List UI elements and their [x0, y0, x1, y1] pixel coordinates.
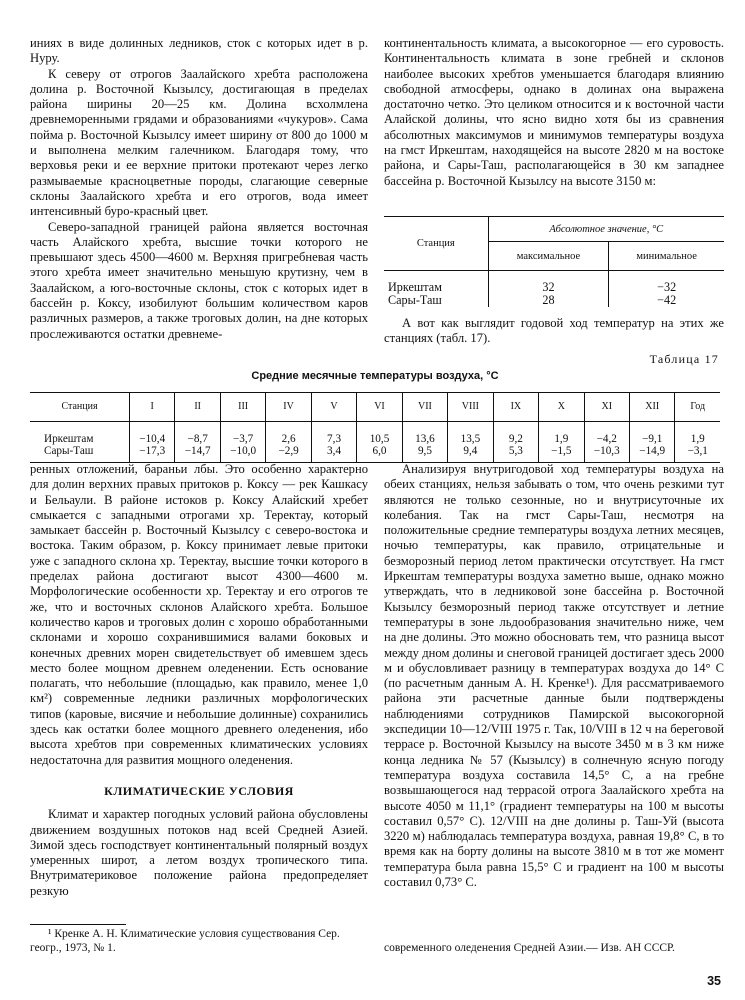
- table16-min-header: минимальное: [609, 242, 724, 271]
- table-row: [30, 422, 720, 446]
- footnote-rule: [30, 924, 126, 925]
- table17-cell: −2,9: [266, 446, 311, 462]
- paragraph: Северо-западной границей района является восточная часть Алайского хребта, высшие точки которого не превышают здесь 4500—4600 м. Верхняя пригребневая часть этого хребта имеет значительно меньшую крутизну, чем в Заалайском, а юго-восточные склоны, сток с которых идет в бассейн р. Коксу, изобилуют большим количеством каров различных размеров, а также троговых долин, на дне которых прослеживаются остатки древнеме-: [30, 219, 368, 341]
- table17-cell: 13,6: [402, 422, 447, 446]
- table16-station-header: Станция: [384, 217, 488, 271]
- table17-cell: −10,3: [584, 446, 629, 462]
- table17-cell: −10,4: [130, 422, 175, 446]
- page-number: 35: [707, 974, 721, 988]
- table-17: [30, 392, 720, 463]
- table16-min: −42: [609, 294, 724, 307]
- table17-col-header: XII: [629, 393, 674, 422]
- table16-max-header: максимальное: [488, 242, 609, 271]
- table17-cell: −14,9: [629, 446, 674, 462]
- table-16: [384, 216, 724, 307]
- table17-cell: 5,3: [493, 446, 538, 462]
- table17-cell: −3,1: [675, 446, 720, 462]
- table17-cell: 2,6: [266, 422, 311, 446]
- table17-header-row: [30, 393, 720, 422]
- table17-cell: 10,5: [357, 422, 402, 446]
- table17-col-header: XI: [584, 393, 629, 422]
- footnote: ¹ Кренке А. Н. Климатические условия существования Сер. геогр., 1973, № 1.: [30, 928, 340, 954]
- table17-cell: −8,7: [175, 422, 220, 446]
- paragraph: К северу от отрогов Заалайского хребта расположена долина р. Восточной Кызылсу, достигающая в пределах района ширины 20—25 км. Долина всхолмлена древнеморенными грядами и образованиями «чукуров». Сама пойма р. Восточной Кызылсу имеет ширину от 800 до 1000 м и выполнена мелким галечником. Благодаря тому, что верховья реки и ее верхние притоки протекают через легко размываемые красноцветные породы, слагающие северные склоны Заалайского хребта и его отрогов, вода имеет интенсивный буро-красный цвет.: [30, 66, 368, 219]
- table17-col-header: I: [130, 393, 175, 422]
- table17-cell: 9,4: [448, 446, 493, 462]
- left-column-top: [30, 36, 368, 342]
- table17-col-header: III: [220, 393, 265, 422]
- table17-col-header: X: [539, 393, 584, 422]
- table16-max: 28: [488, 294, 609, 307]
- table17-col-header: II: [175, 393, 220, 422]
- paragraph: иниях в виде долинных ледников, сток с которых идет в р. Нуру.: [30, 36, 368, 66]
- table17-cell: 1,9: [539, 422, 584, 446]
- table17-cell: −1,5: [539, 446, 584, 462]
- table17-col-header: IV: [266, 393, 311, 422]
- table17-cell: −3,7: [220, 422, 265, 446]
- table17-body: [30, 422, 720, 463]
- table17-label: Таблица 17: [649, 352, 719, 366]
- table16-station: Иркештам: [388, 280, 442, 294]
- table17-cell: −4,2: [584, 422, 629, 446]
- table17-title: Средние месячные температуры воздуха, °С: [251, 370, 499, 382]
- table16-group-header: Абсолютное значение, °С: [488, 217, 724, 242]
- table17-cell: −10,0: [220, 446, 265, 462]
- table17-col-header: VIII: [448, 393, 493, 422]
- table17-col-header: V: [311, 393, 356, 422]
- table17-cell: 3,4: [311, 446, 356, 462]
- table-row: [30, 446, 720, 462]
- footnote-continuation: современного оледенения Средней Азии.— Изв. АН СССР.: [384, 942, 675, 954]
- table17-col-header: VII: [402, 393, 447, 422]
- table17-station: Сары-Таш: [44, 444, 94, 457]
- right-column-bottom: [384, 462, 724, 890]
- table17-cell: 9,5: [402, 446, 447, 462]
- table17-station: Иркештам: [44, 433, 94, 445]
- table17-intro-block: [384, 316, 724, 347]
- table17-cell: 9,2: [493, 422, 538, 446]
- table17-col-header: IX: [493, 393, 538, 422]
- table17-intro: А вот как выглядит годовой ход температур на этих же станциях (табл. 17).: [384, 316, 724, 346]
- left-column-bottom: [30, 462, 368, 899]
- table17-cell: 1,9: [675, 422, 720, 446]
- table17-cell: −17,3: [130, 446, 175, 462]
- right-column-top: [384, 36, 724, 189]
- paragraph: Климат и характер погодных условий района обусловлены движением воздушных потоков над всей Средней Азией. Зимой здесь господствует континентальный полярный воздух умеренных широт, а летом воздух тропического типа. Внутриматериковое положение района предопределяет резкую: [30, 807, 368, 898]
- table17-cell: 7,3: [311, 422, 356, 446]
- table17-col-header: Год: [675, 393, 720, 422]
- table16-min: −32: [609, 271, 724, 295]
- paragraph: Анализируя внутригодовой ход температуры воздуха на обеих станциях, нельзя забывать о том, что очень резкими тут являются не только сезонные, но и внутрисуточные их колебания. Так на гмст Сары-Таш, несмотря на положительные средние температуры воздуха летних месяцев, ночью температуры, как правило, отрицательные и безморозный период летом практически отсутствует. На гмст Иркештам температуры воздуха заметно выше, однако можно утверждать, что в ледниковой зоне бассейна р. Восточной Кызылсу безморозный период также отсутствует и летние температуры в зоне льдообразования значительно ниже, чем на дне долины. Это можно обосновать тем, что разница высот между дном долины и снеговой границей достигает здесь 2000 м и обусловливает разницу в температурах воздуха до 14° С (по расчетным данным А. Н. Кренке¹). Для рассматриваемого района эти расчетные данные были подтверждены наблюдениями сотрудников Памирской высокогорной экспедиции 10—12/VIII 1975 г. Так, 10/VIII в 12 ч на береговой террасе р. Восточной Кызылсу на высоте 3450 м в 3 км ниже конца ледника № 57 (Кызылсу) в солнечную ясную погоду температура воздуха составила 14,5° С, а на гребне возвышающегося над террасой отрога Заалайского хребта на высоте 4050 м 11,1° (градиент температуры на 100 м высоты составил 0,57° С). 12/VIII на дне долины р. Таш-Уй (высота 3220 м) наблюдалась температура воздуха, равная 19,8° С, в то время как на борту долины на высоте 3810 м в тот же момент температура была равна 15,5° С и градиент на 100 м высоты составил 0,73° С.: [384, 462, 724, 890]
- table17-cell: 13,5: [448, 422, 493, 446]
- section-heading: КЛИМАТИЧЕСКИЕ УСЛОВИЯ: [104, 783, 294, 798]
- table17-cell: 6,0: [357, 446, 402, 462]
- paragraph: континентальность климата, а высокогорное — его суровость. Континентальность климата в зоне гребней и склонов наиболее высоких хребтов уменьшается благодаря влиянию свободной атмосферы, однако в долинах она выражена достаточно четко. Это целиком относится и к восточной части Алайской долины, что ясно видно хотя бы из сравнения абсолютных максимумов и минимумов температуры воздуха на гмст Иркештам, находящейся на высоте 2820 м на востоке района, и Сары-Таш, располагающейся в 30 км западнее бассейна р. Восточной Кызылсу на высоте 3150 м:: [384, 36, 724, 188]
- table17-col-header: VI: [357, 393, 402, 422]
- table17-cell: −9,1: [629, 422, 674, 446]
- table17-cell: −14,7: [175, 446, 220, 462]
- paragraph: ренных отложений, бараньи лбы. Это особенно характерно для долин верхних правых притоков р. Коксу — рек Кашкасу и Бельаули. В районе истоков р. Коксу Алайский хребет смыкается с западными отрогами хр. Теректау, который замыкает бассейн р. Восточный Кызылсу с северо-востока и востока. Таким образом, р. Коксу принимает левые притоки уже с западного склона хр. Теректау, высшие точки которого в пределах района достигают высот 4300—4600 м. Морфологические особенности хр. Теректау и его отрогов те же, что и восточных склонов Алайского хребта. Большое количество каров и троговых долин с хорошо обработанными склонами и хорошо сохранившимися валами боковых и конечных древних морен свидетельствует об имевшем здесь место более мощном древнем оледенении. Есть основание полагать, что небольшие (площадью, как правило, менее 1,0 км²) современные ледники различных морфологических типов (каровые, висячие и небольшие долинные) сохранились здесь как остатки более мощного древнего оледенения, ибо высота хребтов при современных климатических условиях недостаточна для развития мощного оледенения.: [30, 462, 368, 767]
- table16-max: 32: [488, 271, 609, 295]
- table17-col-header: Станция: [61, 401, 98, 413]
- table16-station: Сары-Таш: [388, 293, 442, 307]
